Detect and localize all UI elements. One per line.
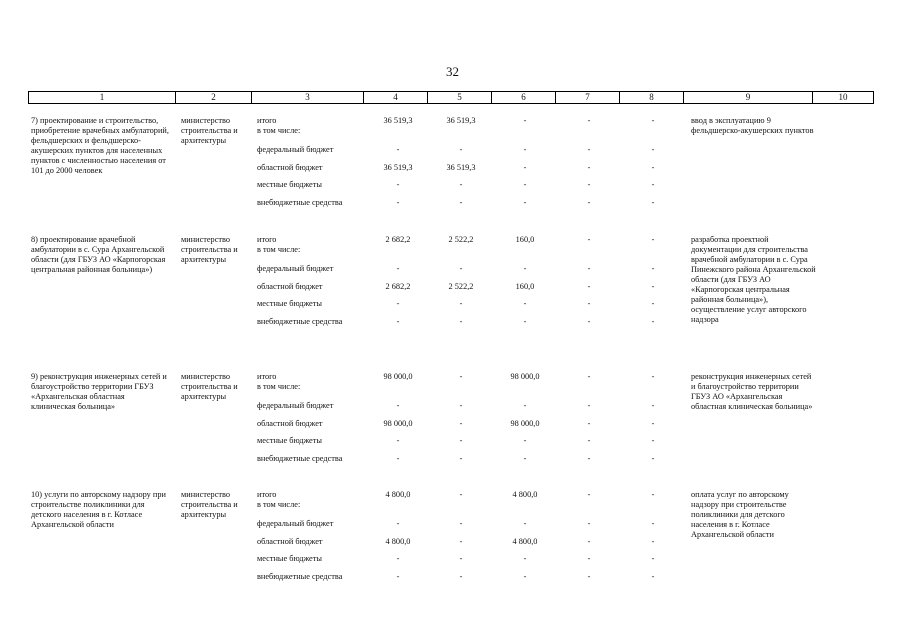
source-extra: внебюджетные средства <box>257 572 343 581</box>
value-cell: - <box>651 519 655 528</box>
value-cell: - <box>396 401 400 410</box>
value-cell: - <box>651 436 655 445</box>
value-cell: 98 000,0 <box>510 419 540 428</box>
value-cell: 160,0 <box>515 282 535 291</box>
col-header: 9 <box>684 92 813 104</box>
value-cell: - <box>396 317 400 326</box>
value-cell: - <box>587 519 591 528</box>
value-cell: 36 519,3 <box>383 163 413 172</box>
expected-result: разработка проектной документации для строительства врачебной амбулатории в с. Сура Пинежского района Архангельской области (для ГБУЗ АО «Карпогорская центральная районная больница»), осуществление услуг авторского надзора <box>691 235 816 324</box>
source-local: местные бюджеты <box>257 299 322 308</box>
source-total: итого <box>257 490 277 499</box>
value-cell: 98 000,0 <box>383 419 413 428</box>
value-cell: - <box>587 419 591 428</box>
value-cell: - <box>587 198 591 207</box>
source-extra: внебюджетные средства <box>257 198 343 207</box>
source-total: итого <box>257 235 277 244</box>
value-cell: - <box>651 299 655 308</box>
value-cell: - <box>587 163 591 172</box>
value-cell: - <box>651 372 655 381</box>
source-federal: федеральный бюджет <box>257 519 334 528</box>
executor: министерство строительства и архитектуры <box>181 490 238 519</box>
value-cell: - <box>523 454 527 463</box>
source-federal: федеральный бюджет <box>257 401 334 410</box>
value-cell: - <box>396 519 400 528</box>
value-cell: - <box>523 554 527 563</box>
col-header: 4 <box>364 92 428 104</box>
value-cell: 160,0 <box>515 235 535 244</box>
value-cell: - <box>523 163 527 172</box>
col-header: 2 <box>176 92 252 104</box>
value-cell: 2 682,2 <box>385 282 411 291</box>
executor: министерство строительства и архитектуры <box>181 235 238 264</box>
value-cell: 2 522,2 <box>448 282 474 291</box>
value-cell: - <box>587 282 591 291</box>
value-cell: - <box>459 372 463 381</box>
col-header: 3 <box>252 92 364 104</box>
value-cell: - <box>651 572 655 581</box>
source-federal: федеральный бюджет <box>257 145 334 154</box>
value-cell: - <box>587 235 591 244</box>
value-cell: - <box>587 317 591 326</box>
value-cell: - <box>587 264 591 273</box>
expected-result: оплата услуг по авторскому надзору при строительстве поликлиники для детского населения в г. Котласе Архангельской области <box>691 490 789 539</box>
value-cell: - <box>651 145 655 154</box>
value-cell: - <box>459 519 463 528</box>
value-cell: - <box>459 490 463 499</box>
value-cell: - <box>459 537 463 546</box>
value-cell: - <box>651 537 655 546</box>
value-cell: - <box>459 198 463 207</box>
source-total: итого <box>257 372 277 381</box>
value-cell: - <box>587 572 591 581</box>
value-cell: - <box>651 282 655 291</box>
value-cell: - <box>587 145 591 154</box>
value-cell: 36 519,3 <box>446 163 476 172</box>
value-cell: 98 000,0 <box>383 372 413 381</box>
value-cell: - <box>396 554 400 563</box>
value-cell: - <box>396 180 400 189</box>
source-regional: областной бюджет <box>257 163 323 172</box>
value-cell: - <box>459 436 463 445</box>
page-number: 32 <box>446 64 459 79</box>
value-cell: - <box>651 554 655 563</box>
value-cell: - <box>651 317 655 326</box>
value-cell: - <box>651 419 655 428</box>
source-federal: федеральный бюджет <box>257 264 334 273</box>
value-cell: - <box>523 145 527 154</box>
value-cell: - <box>587 180 591 189</box>
measure-name: 8) проектирование врачебной амбулатории в с. Сура Архангельской области (для ГБУЗ АО «Карпогорская центральная районная больница») <box>31 235 166 274</box>
col-header: 8 <box>620 92 684 104</box>
measure-name: 7) проектирование и строительство, приобретение врачебных амбулаторий, фельдшерских и фельдшерско-акушерских пунктов для населенных пунктов с численностью населения от 101 до 2000 человек <box>31 116 169 175</box>
value-cell: 2 522,2 <box>448 235 474 244</box>
source-local: местные бюджеты <box>257 554 322 563</box>
source-incl: в том числе: <box>257 500 301 509</box>
value-cell: - <box>523 519 527 528</box>
value-cell: - <box>523 198 527 207</box>
value-cell: - <box>459 572 463 581</box>
value-cell: - <box>523 317 527 326</box>
source-incl: в том числе: <box>257 245 301 254</box>
value-cell: - <box>587 490 591 499</box>
value-cell: 36 519,3 <box>383 116 413 125</box>
value-cell: - <box>651 198 655 207</box>
source-regional: областной бюджет <box>257 282 323 291</box>
col-header: 10 <box>813 92 874 104</box>
col-header: 5 <box>428 92 492 104</box>
value-cell: - <box>523 436 527 445</box>
value-cell: 2 682,2 <box>385 235 411 244</box>
value-cell: - <box>651 401 655 410</box>
value-cell: - <box>459 264 463 273</box>
value-cell: - <box>396 454 400 463</box>
col-header: 1 <box>29 92 176 104</box>
executor: министерство строительства и архитектуры <box>181 372 238 401</box>
source-regional: областной бюджет <box>257 419 323 428</box>
value-cell: - <box>587 554 591 563</box>
value-cell: - <box>523 116 527 125</box>
executor: министерство строительства и архитектуры <box>181 116 238 145</box>
col-header: 7 <box>556 92 620 104</box>
value-cell: - <box>651 235 655 244</box>
value-cell: - <box>523 401 527 410</box>
value-cell: - <box>459 554 463 563</box>
value-cell: - <box>587 436 591 445</box>
value-cell: - <box>523 180 527 189</box>
value-cell: - <box>587 454 591 463</box>
value-cell: - <box>459 317 463 326</box>
value-cell: 36 519,3 <box>446 116 476 125</box>
value-cell: - <box>396 198 400 207</box>
expected-result: ввод в эксплуатацию 9 фельдшерско-акушерских пунктов <box>691 116 814 135</box>
value-cell: - <box>651 454 655 463</box>
value-cell: - <box>587 116 591 125</box>
value-cell: 4 800,0 <box>512 537 538 546</box>
source-total: итого <box>257 116 277 125</box>
value-cell: 4 800,0 <box>385 490 411 499</box>
source-incl: в том числе: <box>257 382 301 391</box>
value-cell: - <box>459 180 463 189</box>
value-cell: - <box>587 299 591 308</box>
measure-name: 9) реконструкция инженерных сетей и благоустройство территории ГБУЗ «Архангельская областная клиническая больница» <box>31 372 167 411</box>
value-cell: - <box>651 116 655 125</box>
value-cell: - <box>459 419 463 428</box>
value-cell: - <box>651 180 655 189</box>
value-cell: - <box>523 572 527 581</box>
value-cell: - <box>651 490 655 499</box>
value-cell: - <box>459 401 463 410</box>
source-local: местные бюджеты <box>257 436 322 445</box>
value-cell: - <box>396 264 400 273</box>
value-cell: - <box>651 163 655 172</box>
source-extra: внебюджетные средства <box>257 317 343 326</box>
value-cell: - <box>587 537 591 546</box>
measure-name: 10) услуги по авторскому надзору при строительстве поликлиники для детского населения в г. Котласе Архангельской области <box>31 490 166 529</box>
col-header: 6 <box>492 92 556 104</box>
value-cell: 4 800,0 <box>385 537 411 546</box>
source-local: местные бюджеты <box>257 180 322 189</box>
value-cell: - <box>651 264 655 273</box>
value-cell: - <box>523 264 527 273</box>
source-extra: внебюджетные средства <box>257 454 343 463</box>
value-cell: - <box>587 401 591 410</box>
value-cell: - <box>523 299 527 308</box>
source-incl: в том числе: <box>257 126 301 135</box>
value-cell: - <box>396 145 400 154</box>
value-cell: - <box>459 145 463 154</box>
source-regional: областной бюджет <box>257 537 323 546</box>
column-header-row <box>28 91 874 104</box>
value-cell: - <box>459 454 463 463</box>
expected-result: реконструкция инженерных сетей и благоустройство территории ГБУЗ АО «Архангельская областная клиническая больница» <box>691 372 813 411</box>
value-cell: - <box>459 299 463 308</box>
value-cell: - <box>587 372 591 381</box>
value-cell: - <box>396 436 400 445</box>
value-cell: - <box>396 299 400 308</box>
value-cell: 4 800,0 <box>512 490 538 499</box>
value-cell: 98 000,0 <box>510 372 540 381</box>
value-cell: - <box>396 572 400 581</box>
